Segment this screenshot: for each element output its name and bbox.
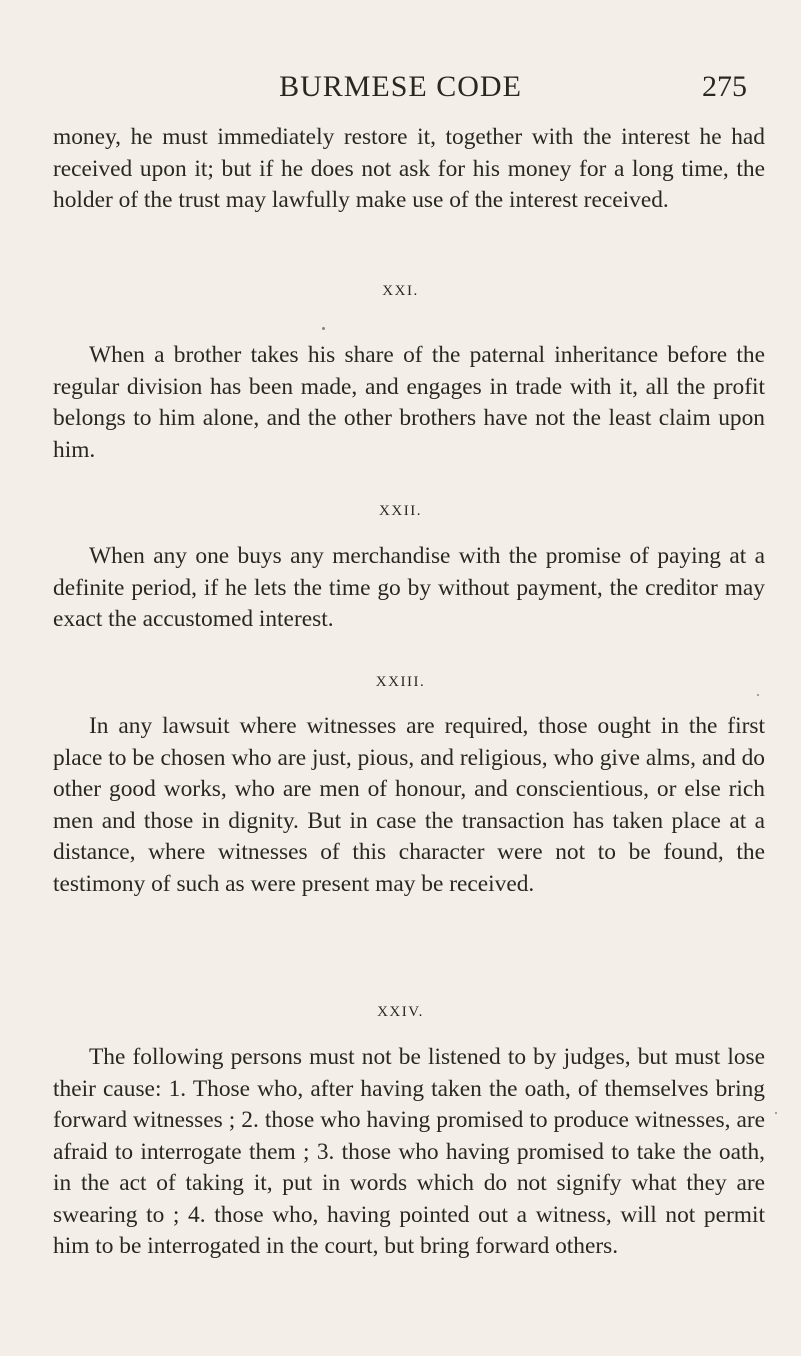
page-number: 275 [702,70,747,103]
section-number-xxi: XXI. [382,283,419,299]
opening-paragraph: money, he must immediately restore it, together with the interest he had received upon it; but if he does not ask for his money for a long time, the holder of the trust may lawfully make use of the interest received. [53,124,765,213]
section-text-xxiii: In any lawsuit where witnesses are required, those ought in the first place to be chosen who are just, pious, and religious, who give alms, and do other good works, who are men of honour, and conscientious, or else rich men and those in dignity. But in case the transaction has taken place at a distance, where witnesses of this character were not to be found, the testimony of such as were present may be received. [53,713,765,897]
section-text-xxii: When any one buys any merchandise with the promise of paying at a definite period, if he lets the time go by without payment, the creditor may exact the accustomed interest. [53,543,765,632]
section-text-xxiv: The following persons must not be listened to by judges, but must lose their cause: 1. Those who, after having taken the oath, of themselves bring forward witnesses ; 2. those who having promised to produce witnesses, are afraid to interrogate them ; 3. those who having promised to take the oath, in the act of taking it, put in words which do not signify what they are swearing to ; 4. those who, having pointed out a witness, will not permit him to be interrogated in the court, but bring forward others. [53,1044,765,1259]
section-number-xxiii: XXIII. [375,674,426,690]
section-number-xxii: XXII. [379,503,422,519]
paper-speck [775,1112,777,1114]
running-title: BURMESE CODE [279,70,522,103]
paper-speck [322,327,325,330]
paper-speck [757,694,759,696]
section-text-xxi: When a brother takes his share of the paternal inheritance before the regular division has been made, and engages in trade with it, all the profit belongs to him alone, and the other brothers have not the least claim upon him. [53,342,765,463]
running-head [0,68,801,108]
section-number-xxiv: XXIV. [377,1004,424,1020]
